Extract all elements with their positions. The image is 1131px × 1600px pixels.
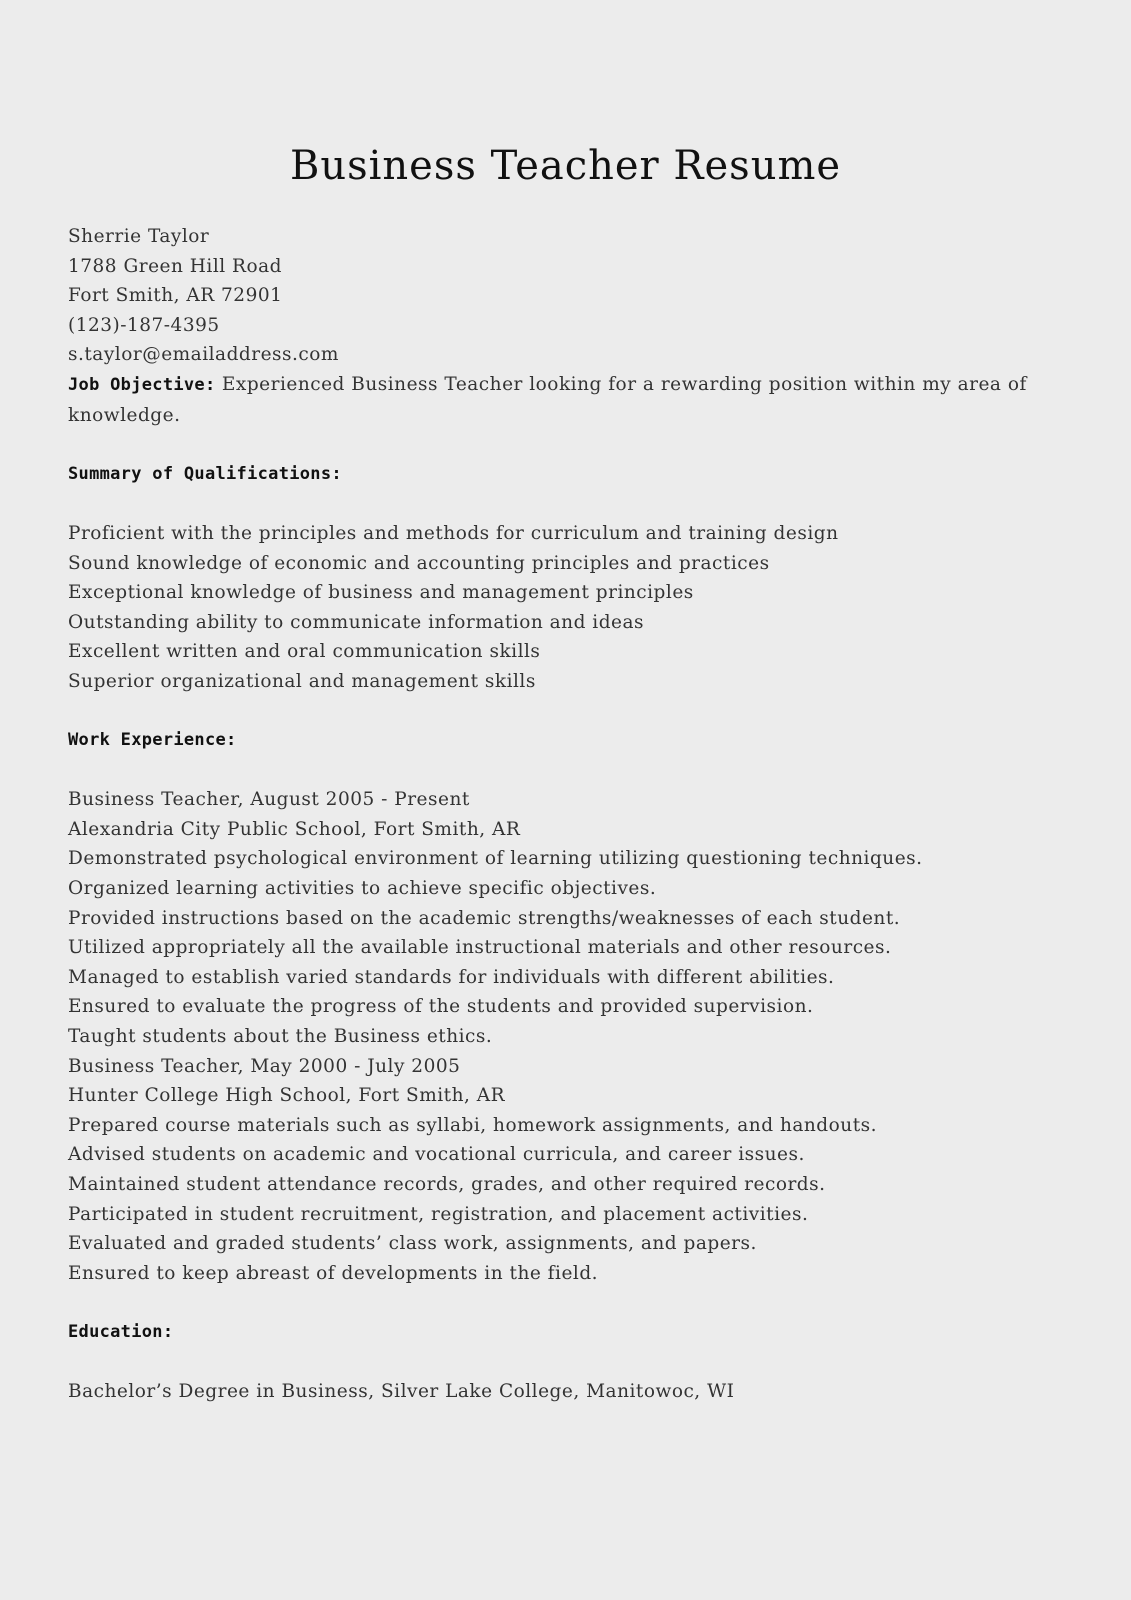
list-item: Taught students about the Business ethics. [68, 1026, 493, 1048]
list-item: Maintained student attendance records, grades, and other required records. [68, 1174, 826, 1195]
list-item: Bachelor’s Degree in Business, Silver Lake College, Manitowoc, WI [68, 1381, 735, 1403]
list-item: Provided instructions based on the academic strengths/weaknesses of each student. [68, 907, 901, 929]
experience-heading: Work Experience: [68, 730, 237, 751]
resume-body [68, 222, 1068, 1407]
education-list [68, 1377, 1068, 1407]
list-item: Excellent written and oral communication skills [68, 641, 541, 663]
list-item: Prepared course materials such as syllabi, homework assignments, and handouts. [68, 1114, 878, 1136]
contact-email: s.taylor@emailaddress.com [68, 344, 339, 366]
job-objective-label: Job Objective: [68, 374, 216, 395]
education-heading: Education: [68, 1321, 174, 1342]
spacer [68, 430, 1068, 460]
contact-name: Sherrie Taylor [68, 226, 210, 247]
list-item: Managed to establish varied standards for individuals with different abilities. [68, 966, 835, 988]
list-item: Participated in student recruitment, registration, and placement activities. [68, 1203, 809, 1225]
list-item: Advised students on academic and vocational curricula, and career issues. [68, 1144, 805, 1166]
experience-list [68, 785, 1068, 1288]
contact-phone: (123)-187-4395 [68, 314, 220, 336]
spacer [68, 1348, 1068, 1378]
list-item: Evaluated and graded students’ class work, assignments, and papers. [68, 1233, 757, 1255]
list-item: Sound knowledge of economic and accounting principles and practices [68, 552, 770, 574]
list-item: Exceptional knowledge of business and management principles [68, 582, 694, 604]
list-item: Demonstrated psychological environment of learning utilizing questioning techniques. [68, 848, 923, 870]
list-item: Superior organizational and management skills [68, 670, 536, 692]
spacer [68, 697, 1068, 727]
list-item: Hunter College High School, Fort Smith, AR [68, 1085, 506, 1107]
list-item: Ensured to keep abreast of developments in the field. [68, 1262, 599, 1284]
job-objective [68, 370, 1068, 430]
list-item: Business Teacher, May 2000 - July 2005 [68, 1055, 461, 1077]
job-objective-text: Experienced Business Teacher looking for a rewarding position within my area of knowledge. [68, 373, 1027, 426]
contact-city: Fort Smith, AR 72901 [68, 285, 283, 307]
page-title: Business Teacher Resume [289, 143, 842, 189]
spacer [68, 489, 1068, 519]
list-item: Ensured to evaluate the progress of the students and provided supervision. [68, 996, 814, 1018]
qualifications-heading: Summary of Qualifications: [68, 463, 342, 484]
qualifications-list [68, 519, 1068, 697]
list-item: Organized learning activities to achieve specific objectives. [68, 878, 657, 900]
list-item: Alexandria City Public School, Fort Smith, AR [68, 818, 521, 840]
spacer [68, 756, 1068, 786]
spacer [68, 1288, 1068, 1318]
list-item: Proficient with the principles and methods for curriculum and training design [68, 522, 839, 544]
list-item: Utilized appropriately all the available instructional materials and other resources. [68, 937, 892, 959]
contact-block [68, 222, 1068, 370]
contact-address: 1788 Green Hill Road [68, 255, 282, 277]
list-item: Business Teacher, August 2005 - Present [68, 789, 470, 811]
list-item: Outstanding ability to communicate information and ideas [68, 611, 645, 633]
